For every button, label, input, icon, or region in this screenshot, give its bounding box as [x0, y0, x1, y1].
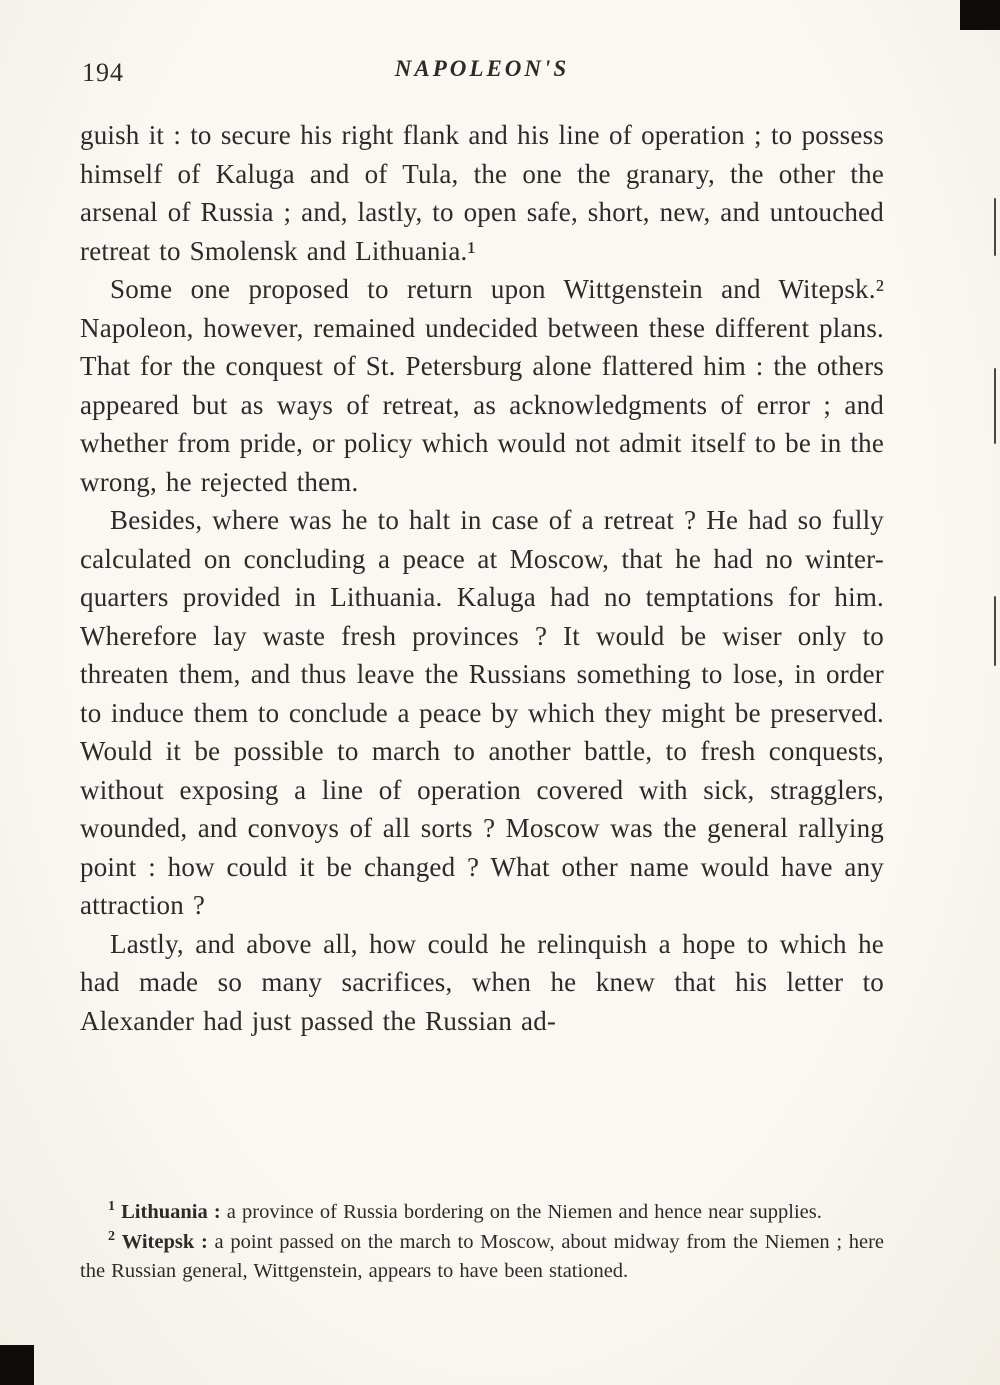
- scan-artifact-top-right: [960, 0, 1000, 30]
- running-head: [82, 56, 882, 90]
- footnotes: [80, 1198, 884, 1287]
- footnote-marker: 2: [108, 1228, 115, 1244]
- body-paragraph: Some one proposed to return upon Wittgenstein and Witepsk.² Napoleon, however, remained undecided between these different plans. That for the conquest of St. Petersburg alone flattered him : the others appeared but as ways of retreat, as acknowledgments of error ; and whether from pride, or policy which would not admit itself to be in the wrong, he rejected them.: [80, 274, 884, 497]
- scan-artifact-bottom-left: [0, 1345, 34, 1385]
- scan-edge-mark: [994, 198, 996, 256]
- footnote-term: Witepsk :: [121, 1230, 208, 1253]
- footnote-text: a province of Russia bordering on the Niemen and hence near supplies.: [220, 1201, 822, 1223]
- footnote-marker: 1: [108, 1199, 115, 1215]
- scan-edge-mark: [994, 368, 996, 444]
- body-paragraph: Lastly, and above all, how could he relinquish a hope to which he had made so many sacrifices, when he knew that his letter to Alexander had just passed the Russian ad-: [80, 928, 884, 1036]
- footnote-text: a point passed on the march to Moscow, about midway from the Niemen ; here the Russian general, Wittgenstein, appears to have been stationed.: [80, 1230, 885, 1282]
- page-number: 194: [82, 58, 124, 87]
- scan-edge-mark: [994, 596, 996, 666]
- running-header-title: NAPOLEON'S: [394, 56, 570, 81]
- footnote-term: Lithuania :: [121, 1201, 221, 1223]
- footnote: [80, 1228, 884, 1287]
- body-text: [80, 116, 884, 1040]
- body-paragraph: Besides, where was he to halt in case of a retreat ? He had so fully calculated on concluding a peace at Moscow, that he had no winter-quarters provided in Lithuania. Kaluga had no temptations for him. Wherefore lay waste fresh provinces ? It would be wiser only to threaten them, and thus leave the Russians something to lose, in order to induce them to conclude a peace by which they might be preserved. Would it be possible to march to another battle, to fresh conquests, without exposing a line of operation covered with sick, stragglers, wounded, and convoys of all sorts ? Moscow was the general rallying point : how could it be changed ? What other name would have any attraction ?: [80, 505, 884, 920]
- footnote: [80, 1198, 884, 1228]
- body-paragraph: guish it : to secure his right flank and his line of operation ; to possess himself of Kaluga and of Tula, the one the granary, the other the arsenal of Russia ; and, lastly, to open safe, short, new, and untouched retreat to Smolensk and Lithuania.¹: [80, 120, 884, 266]
